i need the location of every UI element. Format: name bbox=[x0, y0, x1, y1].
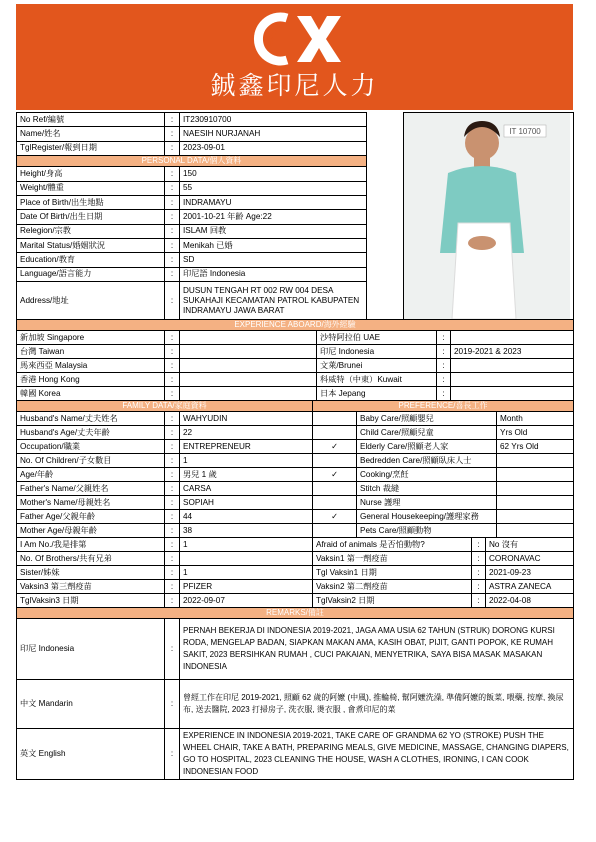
preference-check bbox=[313, 454, 357, 468]
address-label: Address/地址 bbox=[17, 282, 165, 320]
misc-label: No. Of Brothers/共有兄弟 bbox=[17, 552, 165, 566]
remarks-section-title: REMARKS/備註 bbox=[17, 608, 574, 619]
field-value: 55 bbox=[180, 181, 367, 195]
family-row bbox=[17, 510, 574, 524]
misc-label: Afraid of animals 是否怕動物? bbox=[313, 538, 472, 552]
experience-row bbox=[17, 373, 574, 387]
country-value: 2019-2021 & 2023 bbox=[451, 345, 574, 359]
family-label: Father's Name/父親姓名 bbox=[17, 482, 165, 496]
country-value bbox=[180, 359, 317, 373]
experience-row bbox=[17, 387, 574, 401]
colon: : bbox=[165, 426, 180, 440]
colon: : bbox=[165, 195, 180, 209]
remarks-value: EXPERIENCE IN INDONESIA 2019-2021, TAKE CARE OF GRANDMA 62 YO (STROKE) PUSH THE WHEEL CHAIR, TAKE A BATH, PREPARING MEALS, GIVE MEDICINE, MASSAGE, CHANGING DIAPERS, GO TO HOSPITAL, 2023 CLEANING THE HOUSE, WASH A CLOTHES, IRONING, I CAN COOK INDONESIAN FOOD bbox=[180, 729, 574, 780]
country-value bbox=[180, 345, 317, 359]
field-label: Education/教育 bbox=[17, 253, 165, 267]
colon: : bbox=[165, 127, 180, 141]
person-silhouette-icon bbox=[404, 113, 570, 319]
country-value bbox=[451, 331, 574, 345]
preference-label: Baby Care/照顧嬰兒 bbox=[357, 412, 497, 426]
misc-label: Vaksin2 第二劑疫苗 bbox=[313, 580, 472, 594]
remarks-label: 英文 English bbox=[17, 729, 165, 780]
family-value: 38 bbox=[180, 524, 313, 538]
colon: : bbox=[165, 496, 180, 510]
preference-extra bbox=[497, 510, 574, 524]
family-row bbox=[17, 524, 574, 538]
field-label: Date Of Birth/出生日期 bbox=[17, 210, 165, 224]
remarks-row bbox=[17, 680, 574, 729]
country-value bbox=[451, 387, 574, 401]
colon: : bbox=[165, 141, 180, 155]
misc-table bbox=[16, 537, 574, 608]
misc-row bbox=[17, 594, 574, 608]
field-label: Place of Birth/出生地點 bbox=[17, 195, 165, 209]
colon: : bbox=[165, 454, 180, 468]
field-value: ISLAM 回教 bbox=[180, 224, 367, 238]
colon: : bbox=[165, 580, 180, 594]
field-label: Weight/體重 bbox=[17, 181, 165, 195]
preference-label: Pets Care/照顧動物 bbox=[357, 524, 497, 538]
family-label: Age/年齡 bbox=[17, 468, 165, 482]
colon: : bbox=[165, 566, 180, 580]
country-label: 韓國 Korea bbox=[17, 387, 165, 401]
colon: : bbox=[437, 345, 451, 359]
family-label: No. Of Children/子女數目 bbox=[17, 454, 165, 468]
misc-value: ASTRA ZANECA bbox=[486, 580, 574, 594]
photo-gap bbox=[367, 113, 404, 320]
preference-check: ✓ bbox=[313, 468, 357, 482]
colon: : bbox=[437, 331, 451, 345]
colon: : bbox=[165, 282, 180, 320]
colon: : bbox=[472, 566, 486, 580]
field-value: 2001-10-21 年齡 Age:22 bbox=[180, 210, 367, 224]
field-value: INDRAMAYU bbox=[180, 195, 367, 209]
colon: : bbox=[165, 524, 180, 538]
preference-label: General Housekeeping/護理家務 bbox=[357, 510, 497, 524]
family-label: Father Age/父親年齡 bbox=[17, 510, 165, 524]
family-row bbox=[17, 440, 574, 454]
misc-value: 2022-04-08 bbox=[486, 594, 574, 608]
family-value: 22 bbox=[180, 426, 313, 440]
misc-value: 2022-09-07 bbox=[180, 594, 313, 608]
family-row bbox=[17, 412, 574, 426]
misc-label: Vaksin1 第一劑疫苗 bbox=[313, 552, 472, 566]
field-label: Relegion/宗教 bbox=[17, 224, 165, 238]
experience-row bbox=[17, 345, 574, 359]
country-value bbox=[180, 331, 317, 345]
field-label: Name/姓名 bbox=[17, 127, 165, 141]
field-value: Menikah 已婚 bbox=[180, 239, 367, 253]
colon: : bbox=[165, 239, 180, 253]
experience-row bbox=[17, 359, 574, 373]
experience-section-title: EXPERIENCE ABOARD/海外經驗 bbox=[17, 320, 574, 331]
misc-row bbox=[17, 580, 574, 594]
personal-table bbox=[16, 112, 574, 320]
family-value: SOPIAH bbox=[180, 496, 313, 510]
misc-label: Vaksin3 第三劑疫苗 bbox=[17, 580, 165, 594]
colon: : bbox=[472, 552, 486, 566]
misc-value: 1 bbox=[180, 538, 313, 552]
candidate-photo bbox=[404, 113, 570, 319]
preference-extra bbox=[497, 496, 574, 510]
preference-label: Stitch 裁縫 bbox=[357, 482, 497, 496]
colon: : bbox=[165, 253, 180, 267]
colon: : bbox=[165, 680, 180, 729]
field-label: Height/身高 bbox=[17, 167, 165, 181]
misc-value: CORONAVAC bbox=[486, 552, 574, 566]
preference-check bbox=[313, 496, 357, 510]
cx-logo-icon bbox=[247, 10, 343, 68]
field-value: SD bbox=[180, 253, 367, 267]
colon: : bbox=[165, 729, 180, 780]
misc-value: 1 bbox=[180, 566, 313, 580]
colon: : bbox=[165, 113, 180, 127]
misc-row bbox=[17, 566, 574, 580]
preference-label: Elderly Care/照顧老人家 bbox=[357, 440, 497, 454]
colon: : bbox=[165, 181, 180, 195]
country-label: 新加坡 Singapore bbox=[17, 331, 165, 345]
remarks-label: 中文 Mandarin bbox=[17, 680, 165, 729]
remarks-value: PERNAH BEKERJA DI INDONESIA 2019-2021, JAGA AMA USIA 62 TAHUN (STRUK) DORONG KURSI RODA, MENGELAP BADAN, SIAPKAN MAKAN AMA, KASIH OBAT, PIJIT, GANTI POPOK, KE RUMAH SAKIT, 2023 BERSIHKAN RUMAH , CUCI PAKAIAN, MENYETRIKA, SAYA BISA MASAK MASAKAN INDONESIA bbox=[180, 619, 574, 680]
experience-table bbox=[16, 319, 574, 401]
preference-extra: Yrs Old bbox=[497, 426, 574, 440]
experience-row bbox=[17, 331, 574, 345]
country-label: 文萊/Brunei bbox=[317, 359, 437, 373]
preference-extra bbox=[497, 482, 574, 496]
misc-row bbox=[17, 538, 574, 552]
section-header bbox=[17, 320, 574, 331]
colon: : bbox=[165, 167, 180, 181]
remarks-label: 印尼 Indonesia bbox=[17, 619, 165, 680]
remarks-table bbox=[16, 607, 574, 780]
colon: : bbox=[165, 224, 180, 238]
family-label: Husband's Name/丈夫姓名 bbox=[17, 412, 165, 426]
field-value: IT230910700 bbox=[180, 113, 367, 127]
family-row bbox=[17, 482, 574, 496]
colon: : bbox=[165, 210, 180, 224]
family-row bbox=[17, 468, 574, 482]
country-value bbox=[451, 359, 574, 373]
colon: : bbox=[165, 619, 180, 680]
photo-tag: IT 10700 bbox=[509, 127, 541, 136]
country-label: 日本 Jepang bbox=[317, 387, 437, 401]
company-logo bbox=[16, 10, 573, 73]
colon: : bbox=[165, 482, 180, 496]
colon: : bbox=[165, 468, 180, 482]
section-header bbox=[17, 608, 574, 619]
preference-extra: Month bbox=[497, 412, 574, 426]
field-value: NAESIH NURJANAH bbox=[180, 127, 367, 141]
colon: : bbox=[437, 373, 451, 387]
preference-check: ✓ bbox=[313, 510, 357, 524]
misc-row bbox=[17, 552, 574, 566]
colon: : bbox=[165, 538, 180, 552]
preference-check bbox=[313, 426, 357, 440]
family-label: Mother Age/母親年齡 bbox=[17, 524, 165, 538]
company-name: 鋮鑫印尼人力 bbox=[210, 71, 379, 100]
colon: : bbox=[437, 359, 451, 373]
family-value: 男兒 1 歲 bbox=[180, 468, 313, 482]
preference-label: Cooking/烹飪 bbox=[357, 468, 497, 482]
field-value: 150 bbox=[180, 167, 367, 181]
colon: : bbox=[437, 387, 451, 401]
preference-check bbox=[313, 412, 357, 426]
family-row bbox=[17, 426, 574, 440]
remarks-row bbox=[17, 729, 574, 780]
country-label: 科威特（中東）Kuwait bbox=[317, 373, 437, 387]
address-value: DUSUN TENGAH RT 002 RW 004 DESA SUKAHAJI KECAMATAN PATROL KABUPATEN INDRAMAYU JAWA BARAT bbox=[180, 282, 367, 320]
preference-check: ✓ bbox=[313, 440, 357, 454]
misc-label: TglVaksin3 日期 bbox=[17, 594, 165, 608]
remarks-row bbox=[17, 619, 574, 680]
colon: : bbox=[165, 387, 180, 401]
misc-label: Tgl Vaksin1 日期 bbox=[313, 566, 472, 580]
country-label: 沙特阿拉伯 UAE bbox=[317, 331, 437, 345]
colon: : bbox=[165, 359, 180, 373]
country-value bbox=[180, 373, 317, 387]
colon: : bbox=[165, 345, 180, 359]
colon: : bbox=[165, 552, 180, 566]
preference-label: Nurse 護理 bbox=[357, 496, 497, 510]
family-value: 44 bbox=[180, 510, 313, 524]
country-value bbox=[451, 373, 574, 387]
preference-section-title: PREFERENCE/喜長工作 bbox=[313, 401, 574, 412]
preference-extra: 62 Yrs Old bbox=[497, 440, 574, 454]
family-label: Husband's Age/丈夫年齡 bbox=[17, 426, 165, 440]
section-header bbox=[17, 401, 574, 412]
family-value: ENTREPRENEUR bbox=[180, 440, 313, 454]
colon: : bbox=[165, 331, 180, 345]
colon: : bbox=[165, 510, 180, 524]
family-label: Occupation/職業 bbox=[17, 440, 165, 454]
misc-value: PFIZER bbox=[180, 580, 313, 594]
family-value: WAHYUDIN bbox=[180, 412, 313, 426]
preference-label: Bedredden Care/照顧臥床人士 bbox=[357, 454, 497, 468]
field-label: No Ref/編號 bbox=[17, 113, 165, 127]
colon: : bbox=[472, 538, 486, 552]
misc-value: 2021-09-23 bbox=[486, 566, 574, 580]
colon: : bbox=[165, 440, 180, 454]
country-label: 馬來西亞 Malaysia bbox=[17, 359, 165, 373]
colon: : bbox=[165, 373, 180, 387]
photo-cell bbox=[404, 113, 574, 320]
misc-value: No 沒有 bbox=[486, 538, 574, 552]
family-label: Mother's Name/母親姓名 bbox=[17, 496, 165, 510]
field-label: Marital Status/婚姻狀況 bbox=[17, 239, 165, 253]
preference-check bbox=[313, 482, 357, 496]
colon: : bbox=[472, 580, 486, 594]
field-value: 印尼語 Indonesia bbox=[180, 267, 367, 281]
family-table bbox=[16, 400, 574, 538]
family-value: 1 bbox=[180, 454, 313, 468]
preference-extra bbox=[497, 454, 574, 468]
country-label: 印尼 Indonesia bbox=[317, 345, 437, 359]
country-value bbox=[180, 387, 317, 401]
colon: : bbox=[165, 412, 180, 426]
colon: : bbox=[165, 594, 180, 608]
profile-sheet bbox=[16, 112, 573, 780]
misc-label: TglVaksin2 日期 bbox=[313, 594, 472, 608]
family-row bbox=[17, 496, 574, 510]
preference-extra bbox=[497, 524, 574, 538]
field-value: 2023-09-01 bbox=[180, 141, 367, 155]
misc-label: I Am No./我是排第 bbox=[17, 538, 165, 552]
remarks-value: 曾經工作在印尼 2019-2021, 照顧 62 歲的阿嬤 (中風), 推輪椅, 幫阿嬤洗澡, 準備阿嬤的飯菜, 喂藥, 按摩, 換尿布, 送去醫院, 2023 打掃房子, 洗衣服, 燙衣服 , 會煮印尼的菜 bbox=[180, 680, 574, 729]
preference-extra bbox=[497, 468, 574, 482]
header-banner bbox=[16, 4, 573, 110]
family-row bbox=[17, 454, 574, 468]
personal-section-title: PERSONAL DATA/個人資料 bbox=[17, 156, 367, 167]
preference-check bbox=[313, 524, 357, 538]
colon: : bbox=[472, 594, 486, 608]
family-section-title: FAMILY DATA/家庭資料 bbox=[17, 401, 313, 412]
family-value: CARSA bbox=[180, 482, 313, 496]
misc-value bbox=[180, 552, 313, 566]
preference-label: Child Care/照顧兒童 bbox=[357, 426, 497, 440]
misc-label: Sister/姊妹 bbox=[17, 566, 165, 580]
country-label: 台灣 Taiwan bbox=[17, 345, 165, 359]
colon: : bbox=[165, 267, 180, 281]
country-label: 香港 Hong Kong bbox=[17, 373, 165, 387]
field-label: Language/語言能力 bbox=[17, 267, 165, 281]
top-row bbox=[17, 113, 574, 127]
field-label: TglRegister/報到日期 bbox=[17, 141, 165, 155]
